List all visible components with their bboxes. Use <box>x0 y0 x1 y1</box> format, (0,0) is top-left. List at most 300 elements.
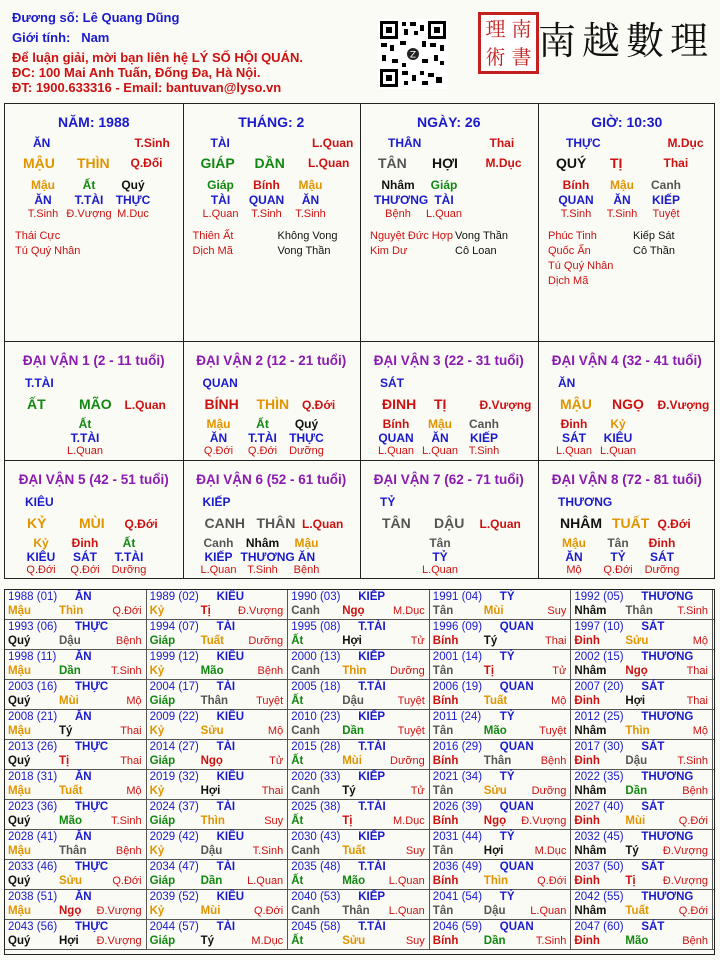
hidden-stem-item: THỰC <box>289 431 324 445</box>
hidden-stem-item: Mậu <box>610 178 634 192</box>
life-stage-label: T.Sinh <box>677 605 708 617</box>
heavenly-stem: Giáp <box>149 935 176 947</box>
earthly-branch: Ngọ <box>625 665 648 677</box>
dai-van-cell <box>538 461 716 579</box>
earthly-branch: Ngọ <box>59 905 82 917</box>
hidden-stem-item: Bệnh <box>385 208 411 220</box>
year-label: 2011 (24) <box>432 711 482 723</box>
ten-god-label: ĂN <box>75 831 92 843</box>
heavenly-stem: Ất <box>291 635 304 647</box>
life-stage-label: Bệnh <box>682 785 708 797</box>
earthly-branch: Tuất <box>625 905 649 917</box>
star-label: Kim Dư <box>370 245 408 257</box>
year-cell <box>430 800 572 830</box>
year-cell <box>430 620 572 650</box>
life-stage-label: Suy <box>547 605 567 617</box>
hidden-stem-item: Mậu <box>562 536 586 550</box>
hidden-stem-item: Giáp <box>207 178 234 192</box>
life-stage-label: Bệnh <box>115 635 142 647</box>
heavenly-stem: Tân <box>432 665 454 677</box>
hidden-stem-item: Bệnh <box>293 564 320 576</box>
hidden-stem-item: T.Sinh <box>295 208 326 220</box>
heavenly-stem: Ất <box>291 875 304 887</box>
heavenly-stem: Tân <box>432 605 454 617</box>
life-stage-label: Tử <box>410 785 425 797</box>
hidden-stem-item: TÀI <box>210 193 231 207</box>
life-stage-label: Q.Đới <box>678 905 708 917</box>
year-label: 2032 (45) <box>574 831 624 843</box>
year-cell <box>288 890 430 920</box>
heavenly-stem: Nhâm <box>574 905 607 917</box>
hidden-stem-item: T.TÀI <box>114 550 144 564</box>
life-stage-label: T.Sinh <box>535 935 567 947</box>
year-label: 1993 (06) <box>8 621 58 633</box>
year-row <box>5 680 714 710</box>
year-label: 1989 (02) <box>149 591 199 603</box>
heavenly-stem: Quý <box>8 815 31 827</box>
ten-god-label: QUAN <box>499 741 534 753</box>
star-label: Dịch Mã <box>192 245 233 257</box>
heavenly-stem: Đinh <box>574 755 600 767</box>
heavenly-stem: TÂN <box>382 515 411 531</box>
ten-god-label: T.TÀI <box>358 921 386 933</box>
hidden-stem-item: L.Quan <box>377 445 415 457</box>
hidden-stem-item: Mậu <box>31 178 55 192</box>
life-stage-label: Tử <box>552 665 567 677</box>
brand-logo-text: 南越數理 <box>538 19 715 63</box>
heavenly-stem: Đinh <box>574 935 600 947</box>
heavenly-stem: Kỷ <box>149 845 165 857</box>
year-cell <box>430 590 572 620</box>
life-stage-label: Q.Đới <box>537 875 567 887</box>
heavenly-stem: Quý <box>8 635 31 647</box>
life-stage-label: Q.Đới <box>302 398 336 412</box>
year-cell <box>571 770 713 800</box>
heavenly-stem: Tân <box>432 785 454 797</box>
heavenly-stem: Bính <box>432 815 459 827</box>
heavenly-stem: Nhâm <box>574 605 607 617</box>
earthly-branch: Thân <box>625 605 653 617</box>
year-cell <box>147 800 289 830</box>
hidden-stem-item: SÁT <box>73 550 97 564</box>
ten-god-label: THƯƠNG <box>641 711 694 723</box>
ten-god-label: T.TÀI <box>25 376 54 390</box>
heavenly-stem: Đinh <box>574 875 600 887</box>
year-label: 2039 (52) <box>149 891 199 903</box>
hidden-stem-item: ĂN <box>565 550 583 564</box>
hidden-stem-item: T.Sinh <box>560 208 592 220</box>
ten-god-label: KIẾP <box>358 771 386 783</box>
brand-seal-icon <box>478 12 539 74</box>
ten-god-label: KIÊU <box>216 831 245 843</box>
year-label: 2028 (41) <box>8 831 58 843</box>
life-stage-label: Suy <box>405 935 425 947</box>
earthly-branch: Sửu <box>200 725 224 737</box>
earthly-branch: NGỌ <box>612 396 644 412</box>
pillar-title: NĂM: 1988 <box>57 114 130 130</box>
life-stage-label: Tuyệt <box>539 725 567 737</box>
stem-stage-label: L.Quan <box>308 156 350 170</box>
ten-god-label: ĂN <box>75 711 92 723</box>
seal-char: 書 <box>511 45 532 69</box>
dai-van-cell <box>360 342 538 460</box>
pillar-cell <box>183 104 361 341</box>
star-label: Dịch Mã <box>548 275 589 287</box>
seal-char: 南 <box>511 17 532 41</box>
year-cell <box>5 890 147 920</box>
star-label: Quốc Ấn <box>548 245 591 257</box>
heavenly-stem: Mậu <box>8 605 31 617</box>
year-label: 2047 (60) <box>574 921 624 933</box>
contact-line: Để luận giải, mời bạn liên hệ LÝ SỐ HỘI QUÁN. <box>12 50 303 65</box>
stem-stage-label: Thai <box>663 156 689 170</box>
heavenly-stem: Giáp <box>149 875 176 887</box>
year-cell <box>430 830 572 860</box>
ten-god-label: THƯƠNG <box>641 831 694 843</box>
hidden-stem-item: Kỷ <box>610 417 626 431</box>
hidden-stem-item: T.TÀI <box>74 193 104 207</box>
year-label: 2006 (19) <box>432 681 483 693</box>
life-stage-label: Tuyệt <box>256 695 284 707</box>
heavenly-stem: QUÝ <box>556 155 587 171</box>
earthly-branch: Dậu <box>342 695 364 707</box>
year-cell <box>571 590 713 620</box>
year-row <box>5 800 714 830</box>
star-label: Thiên Ất <box>192 230 234 242</box>
heavenly-stem: Nhâm <box>574 845 607 857</box>
heavenly-stem: Tân <box>432 725 454 737</box>
dai-van-title: ĐẠI VẬN 7 (62 - 71 tuổi) <box>373 472 524 487</box>
ten-god-label: KIẾP <box>358 711 386 723</box>
subject-name: Lê Quang Dũng <box>82 10 180 25</box>
hidden-stem-item: Đ.Vượng <box>66 208 112 220</box>
year-cell <box>5 800 147 830</box>
life-stage-label: Tử <box>410 635 425 647</box>
year-cell <box>5 740 147 770</box>
year-cell <box>147 830 289 860</box>
hidden-stem-item: KIÊU <box>26 550 56 564</box>
life-stage-label: Thai <box>686 665 708 677</box>
hidden-stem-item: Quý <box>294 417 319 431</box>
year-cell <box>571 740 713 770</box>
year-cell <box>288 800 430 830</box>
ten-god-label: SÁT <box>641 921 665 933</box>
ten-god-label: TÀI <box>216 861 236 873</box>
hidden-stem-item: ĂN <box>301 193 320 207</box>
ten-god-label: KIẾP <box>202 495 231 509</box>
hidden-stem-item: Mậu <box>298 178 323 192</box>
hidden-stem-item: QUAN <box>378 431 414 445</box>
earthly-branch: Dậu <box>59 635 81 647</box>
gender-line <box>12 30 109 45</box>
ten-god-label: THƯƠNG <box>641 651 694 663</box>
hidden-stem-item: THƯƠNG <box>374 193 429 207</box>
ten-god-label: T.TÀI <box>358 681 386 693</box>
life-stage-label: L.Quan <box>302 517 344 531</box>
year-label: 2014 (27) <box>149 741 199 753</box>
heavenly-stem: GIÁP <box>200 155 235 171</box>
heavenly-stem: Ất <box>291 935 304 947</box>
hidden-stem-item: ĂN <box>34 193 52 207</box>
year-label: 2002 (15) <box>574 651 624 663</box>
life-stage-label: Đ.Vượng <box>662 845 708 857</box>
year-label: 2035 (48) <box>291 861 341 873</box>
earthly-branch: THÂN <box>256 515 296 531</box>
life-stage-label: Mộ <box>126 785 142 797</box>
earthly-branch: Dần <box>625 785 648 797</box>
ten-god-label: ĂN <box>558 376 576 390</box>
year-label: 2020 (33) <box>291 771 341 783</box>
year-cell <box>430 890 572 920</box>
year-cell <box>5 650 147 680</box>
year-cell <box>571 920 713 950</box>
earthly-branch: Dần <box>483 935 506 947</box>
earthly-branch: Tuất <box>483 695 508 707</box>
earthly-branch: TUẤT <box>612 515 650 531</box>
year-cell <box>571 620 713 650</box>
chart-grid <box>4 103 715 579</box>
earthly-branch: Tý <box>483 635 498 647</box>
year-label: 2037 (50) <box>574 861 624 873</box>
heavenly-stem: Bính <box>432 695 459 707</box>
heavenly-stem: Quý <box>8 935 31 947</box>
earthly-branch: Mùi <box>483 605 504 617</box>
earthly-branch: Sửu <box>59 875 83 887</box>
year-label: 1995 (08) <box>291 621 341 633</box>
heavenly-stem: Ất <box>291 755 304 767</box>
ten-god-label: SÁT <box>641 621 665 633</box>
earthly-branch: Tị <box>625 875 636 887</box>
ten-god-label: THỰC <box>75 921 109 933</box>
life-stage-label: Đ.Vượng <box>657 398 710 412</box>
earthly-branch: Ngọ <box>342 605 365 617</box>
hidden-stem-item: ĂN <box>297 550 316 564</box>
year-cell <box>147 920 289 950</box>
dai-van-title: ĐẠI VẬN 2 (12 - 21 tuổi) <box>196 353 347 368</box>
earthly-branch: Mùi <box>342 755 362 767</box>
pillar-title: GIỜ: 10:30 <box>591 114 663 130</box>
hidden-stem-item: Ất <box>82 178 96 192</box>
hidden-stem-item: QUAN <box>248 193 285 207</box>
year-cell <box>147 710 289 740</box>
hidden-stem-item: Nhâm <box>245 536 280 550</box>
heavenly-stem: MẬU <box>23 155 55 171</box>
year-label: 2010 (23) <box>291 711 341 723</box>
life-stage-label: Q.Đới <box>253 905 284 917</box>
dai-van-cell <box>5 461 183 579</box>
life-stage-label: M.Dục <box>534 845 567 857</box>
life-stage-label: Bệnh <box>682 935 708 947</box>
heavenly-stem: Canh <box>291 845 320 857</box>
life-stage-label: T.Sinh <box>111 815 142 827</box>
ten-god-label: THƯƠNG <box>641 891 694 903</box>
year-cell <box>430 920 572 950</box>
heavenly-stem: Đinh <box>574 635 600 647</box>
earthly-branch: Tuất <box>342 845 366 857</box>
heavenly-stem: Kỷ <box>149 785 165 797</box>
ten-god-label: THÂN <box>388 136 422 150</box>
year-label: 2009 (22) <box>149 711 199 723</box>
earthly-branch: Dậu <box>483 905 506 917</box>
heavenly-stem: Kỷ <box>149 725 165 737</box>
earthly-branch: Dần <box>200 875 223 887</box>
heavenly-stem: Canh <box>291 905 320 917</box>
life-stage-label: M.Dục <box>667 136 704 150</box>
star-label: Kiếp Sát <box>633 230 675 242</box>
heavenly-stem: Mậu <box>8 665 31 677</box>
hidden-stem-item: T.Sinh <box>251 208 282 220</box>
heavenly-stem: Canh <box>291 605 320 617</box>
address-line: ĐC: 100 Mai Anh Tuấn, Đống Đa, Hà Nội. <box>12 65 261 80</box>
ten-god-label: THỰC <box>75 861 109 873</box>
year-label: 1999 (12) <box>149 651 199 663</box>
earthly-branch: Hợi <box>59 935 79 947</box>
ten-god-label: THỰC <box>75 681 109 693</box>
hidden-stem-item: TÀI <box>434 193 454 207</box>
life-stage-label: Dưỡng <box>531 785 567 797</box>
star-label: Nguyệt Đức Hợp <box>370 230 454 242</box>
year-label: 2012 (25) <box>574 711 624 723</box>
hidden-stem-item: Bính <box>382 417 410 431</box>
earthly-branch: Tuất <box>200 635 225 647</box>
ten-god-label: THƯƠNG <box>641 771 694 783</box>
life-stage-label: Đ.Vượng <box>238 605 284 617</box>
earthly-branch: Thìn <box>625 725 650 737</box>
year-cell <box>288 830 430 860</box>
life-stage-label: Thai <box>489 136 515 150</box>
year-row <box>5 920 714 950</box>
name-label: Đương số: <box>12 10 80 25</box>
year-row <box>5 890 714 920</box>
hidden-stem-item: T.Sinh <box>27 208 59 220</box>
year-label: 2024 (37) <box>149 801 199 813</box>
heavenly-stem: Giáp <box>149 635 176 647</box>
earthly-branch: TỊ <box>434 396 447 412</box>
heavenly-stem: Canh <box>291 725 320 737</box>
year-cell <box>288 770 430 800</box>
year-row <box>5 860 714 890</box>
dai-van-title: ĐẠI VẬN 5 (42 - 51 tuổi) <box>18 472 169 487</box>
dai-van-cell <box>183 342 361 460</box>
chart-header <box>0 0 720 100</box>
ten-god-label: ĂN <box>75 891 92 903</box>
year-cell <box>147 860 289 890</box>
year-cell <box>288 590 430 620</box>
earthly-branch: Dần <box>342 725 364 737</box>
heavenly-stem: Bính <box>432 935 459 947</box>
hidden-stem-item: Dưỡng <box>644 564 680 576</box>
heavenly-stem: Tân <box>432 845 454 857</box>
year-cell <box>147 650 289 680</box>
ten-god-label: QUAN <box>499 621 534 633</box>
dai-van-title: ĐẠI VẬN 1 (2 - 11 tuổi) <box>22 353 165 368</box>
year-cell <box>5 860 147 890</box>
ten-god-label: KIÊU <box>216 891 245 903</box>
star-label: Phúc Tinh <box>548 230 597 242</box>
qr-code-icon[interactable] <box>378 19 448 89</box>
hidden-stem-item: T.Sinh <box>606 208 638 220</box>
ten-god-label: SÁT <box>641 741 665 753</box>
year-cell <box>288 920 430 950</box>
hidden-stem-item: Giáp <box>430 178 458 192</box>
year-label: 2033 (46) <box>8 861 58 873</box>
year-label: 2029 (42) <box>149 831 199 843</box>
life-stage-label: L.Quan <box>479 517 521 531</box>
year-cell <box>5 620 147 650</box>
earthly-branch: Thìn <box>342 665 367 677</box>
earthly-branch: Tý <box>625 845 639 857</box>
year-label: 2008 (21) <box>8 711 58 723</box>
ten-god-label: TÀI <box>216 621 236 633</box>
earthly-branch: Thân <box>342 905 370 917</box>
life-stage-label: Thai <box>120 725 142 737</box>
hidden-stem-item: Mậu <box>206 417 231 431</box>
year-cell <box>5 770 147 800</box>
earthly-branch: Tị <box>59 755 70 767</box>
star-label: Thái Cực <box>15 230 61 242</box>
earthly-branch: Tị <box>200 605 211 617</box>
hidden-stem-item: SÁT <box>650 550 674 564</box>
earthly-branch: Mão <box>625 935 649 947</box>
year-cell <box>288 620 430 650</box>
life-stage-label: Q.Đới <box>112 875 142 887</box>
hidden-stem-item: Canh <box>469 417 499 431</box>
earthly-branch: Mão <box>200 665 224 677</box>
year-label: 1991 (04) <box>432 591 483 603</box>
life-stage-label: Đ.Vượng <box>479 398 532 412</box>
earthly-branch: Thìn <box>59 605 84 617</box>
year-cell <box>430 740 572 770</box>
dai-van-title: ĐẠI VẬN 4 (32 - 41 tuổi) <box>551 353 702 368</box>
year-label: 2015 (28) <box>291 741 341 753</box>
heavenly-stem: TÂN <box>378 155 407 171</box>
year-cell <box>430 860 572 890</box>
life-stage-label: L.Quan <box>530 905 567 917</box>
hidden-stem-item: Q.Đới <box>203 445 234 457</box>
earthly-branch: DẦN <box>254 155 285 171</box>
year-label: 1997 (10) <box>574 621 624 633</box>
year-label: 2042 (55) <box>574 891 624 903</box>
annual-luck-table <box>4 589 715 955</box>
heavenly-stem: Canh <box>291 665 320 677</box>
star-label: Không Vong <box>277 230 338 242</box>
earthly-branch: TỊ <box>610 155 623 171</box>
hidden-stem-item: TỶ <box>432 550 448 564</box>
year-cell <box>147 590 289 620</box>
hidden-stem-item: L.Quan <box>599 445 637 457</box>
hidden-stem-item: Đinh <box>71 536 99 550</box>
earthly-branch: Ngọ <box>483 815 507 827</box>
earthly-branch: Dần <box>59 665 81 677</box>
life-stage-label: Suy <box>264 815 284 827</box>
svg-text:Z: Z <box>409 50 417 61</box>
earthly-branch: Ngọ <box>200 755 223 767</box>
heavenly-stem: Quý <box>8 875 31 887</box>
ten-god-label: THỰC <box>75 621 109 633</box>
ten-god-label: THỰC <box>566 136 601 150</box>
earthly-branch: Thân <box>59 845 87 857</box>
ten-god-label: KIÊU <box>216 771 245 783</box>
heavenly-stem: Mậu <box>8 905 31 917</box>
ten-god-label: TỶ <box>499 891 515 903</box>
ten-god-label: KIÊU <box>25 495 54 509</box>
heavenly-stem: Ất <box>291 815 304 827</box>
earthly-branch: Mão <box>483 725 507 737</box>
year-label: 2004 (17) <box>149 681 199 693</box>
hidden-stem-item: Tân <box>429 536 451 550</box>
earthly-branch: Mùi <box>200 905 221 917</box>
year-label: 2027 (40) <box>574 801 624 813</box>
